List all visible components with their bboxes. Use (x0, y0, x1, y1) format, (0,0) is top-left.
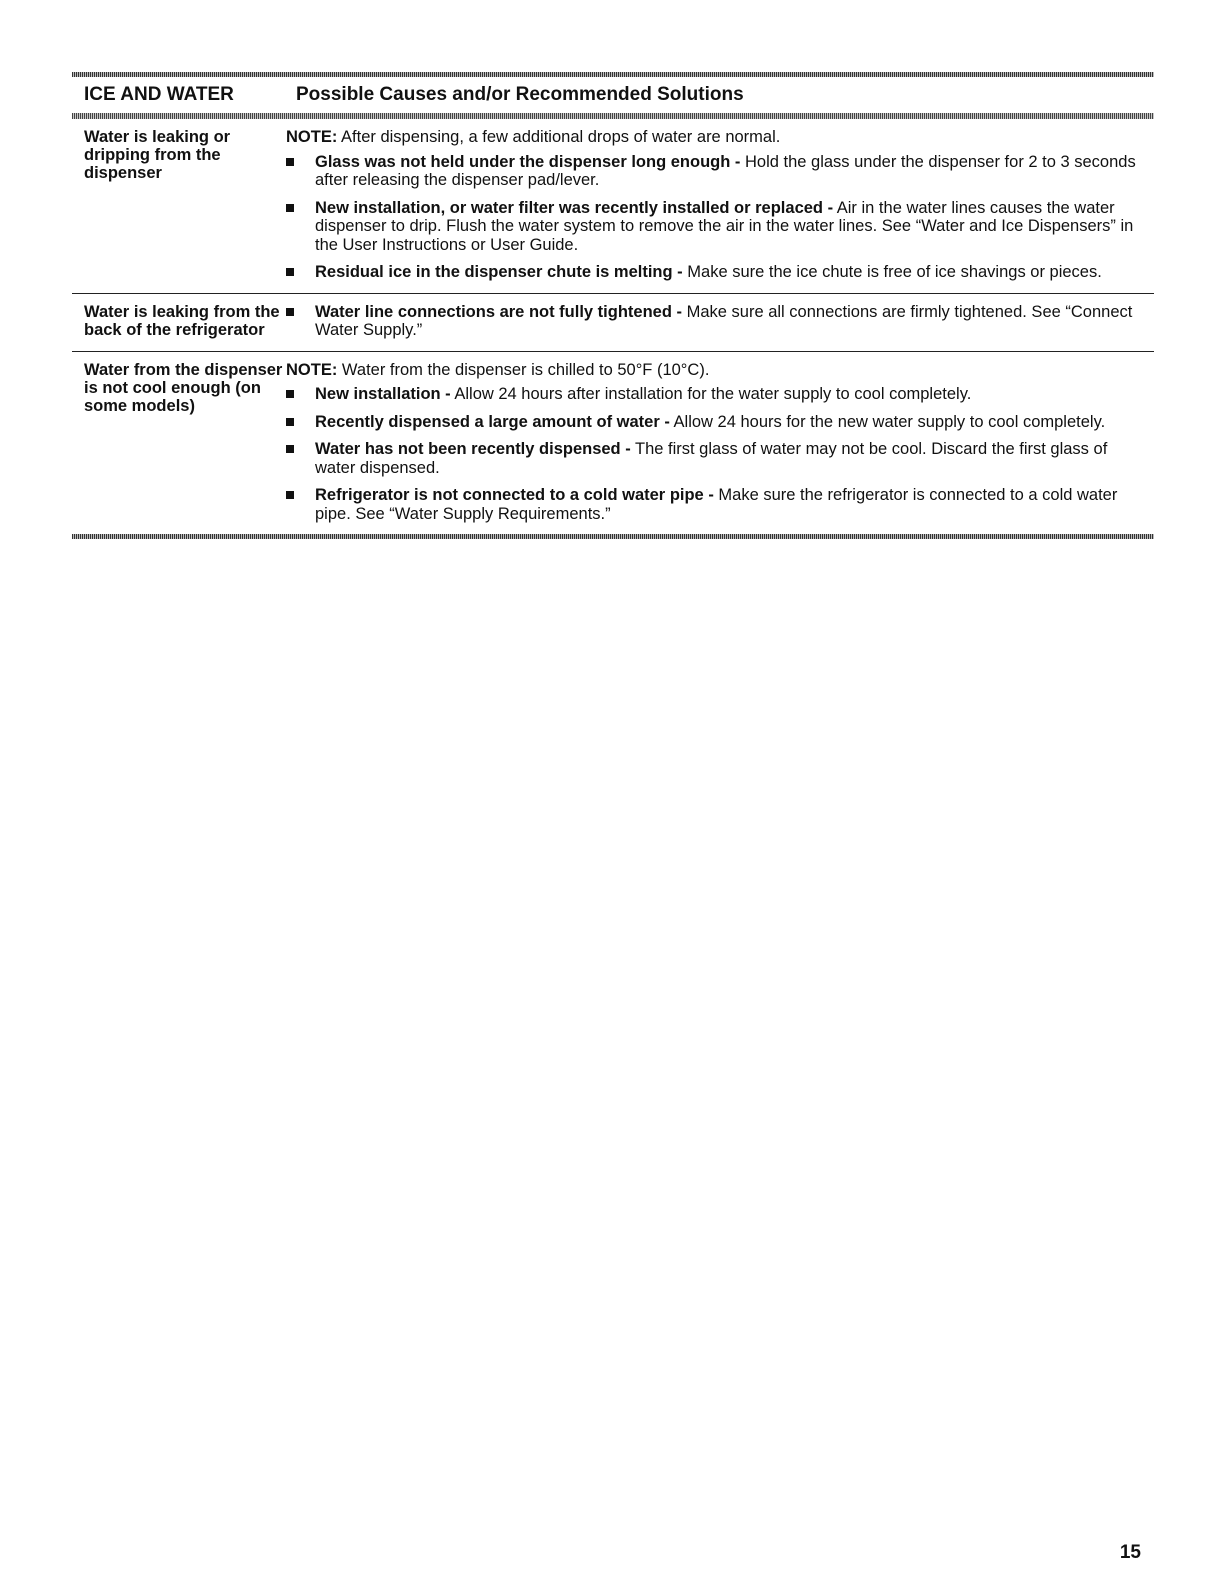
solution-text: Hold the glass under the dispenser for 2 to 3 seconds after releasing the dispenser pad/lever. (315, 152, 1136, 189)
square-bullet-icon (286, 413, 315, 432)
table-row (72, 119, 1154, 293)
problem-label: Water is leaking or dripping from the dispenser (84, 128, 231, 182)
header-category: ICE AND WATER (84, 84, 234, 105)
note-label: NOTE: (286, 360, 338, 379)
header-solutions: Possible Causes and/or Recommended Solutions (296, 84, 744, 105)
solutions-cell (286, 303, 1144, 340)
solution-item (286, 385, 1144, 404)
solution-cause: Refrigerator is not connected to a cold water pipe - (315, 486, 714, 504)
square-bullet-icon (286, 440, 315, 477)
table-row (72, 352, 1154, 535)
solution-cause: Water has not been recently dispensed - (315, 440, 631, 458)
solution-text: Make sure all connections are firmly tightened. See “Connect Water Supply.” (315, 302, 1133, 339)
solution-text: Air in the water lines causes the water dispenser to drip. Flush the water system to remove the air in the water lines. See “Water and Ice Dispensers” in the User Instructions or User Guide. (315, 198, 1134, 254)
problem-label: Water is leaking from the back of the refrigerator (84, 302, 280, 339)
solution-item (286, 263, 1144, 282)
square-bullet-icon (286, 153, 315, 190)
table-header (72, 77, 1154, 113)
solution-cause: Residual ice in the dispenser chute is melting - (315, 263, 683, 281)
solution-item (286, 153, 1144, 190)
square-bullet-icon (286, 385, 315, 404)
solution-cause: Recently dispensed a large amount of water - (315, 412, 670, 431)
solution-text: Make sure the refrigerator is connected to a cold water pipe. See “Water Supply Requirements.” (315, 486, 1118, 523)
note (286, 361, 1144, 380)
solution-cause: New installation, or water filter was recently installed or replaced - (315, 198, 834, 217)
solution-text: Allow 24 hours after installation for the water supply to cool completely. (450, 385, 972, 403)
square-bullet-icon (286, 199, 315, 255)
solution-text: The first glass of water may not be cool. Discard the first glass of water dispensed. (315, 440, 1108, 477)
square-bullet-icon (286, 303, 315, 340)
note-text: After dispensing, a few additional drops of water are normal. (337, 128, 781, 146)
solution-item (286, 303, 1144, 340)
table-row (72, 294, 1154, 351)
table-bottom-rule (72, 534, 1154, 539)
solution-item (286, 199, 1144, 255)
solution-cause: Water line connections are not fully tightened - (315, 302, 683, 321)
solution-item (286, 486, 1144, 523)
solutions-cell (286, 128, 1144, 282)
problem-label: Water from the dispenser is not cool enough (on some models) (84, 360, 283, 415)
note-label: NOTE: (286, 128, 338, 146)
solution-item (286, 440, 1144, 477)
page-number: 15 (1119, 1542, 1141, 1563)
solution-item (286, 413, 1144, 432)
solution-text: Allow 24 hours for the new water supply to cool completely. (669, 412, 1106, 431)
troubleshooting-table (72, 72, 1154, 539)
solution-text: Make sure the ice chute is free of ice shavings or pieces. (682, 263, 1102, 281)
note-text: Water from the dispenser is chilled to 50°F (10°C). (337, 360, 710, 379)
solutions-cell (286, 361, 1144, 524)
solution-cause: New installation - (315, 385, 451, 403)
solution-cause: Glass was not held under the dispenser long enough - (315, 152, 741, 171)
square-bullet-icon (286, 263, 315, 282)
note (286, 128, 1144, 147)
square-bullet-icon (286, 486, 315, 523)
